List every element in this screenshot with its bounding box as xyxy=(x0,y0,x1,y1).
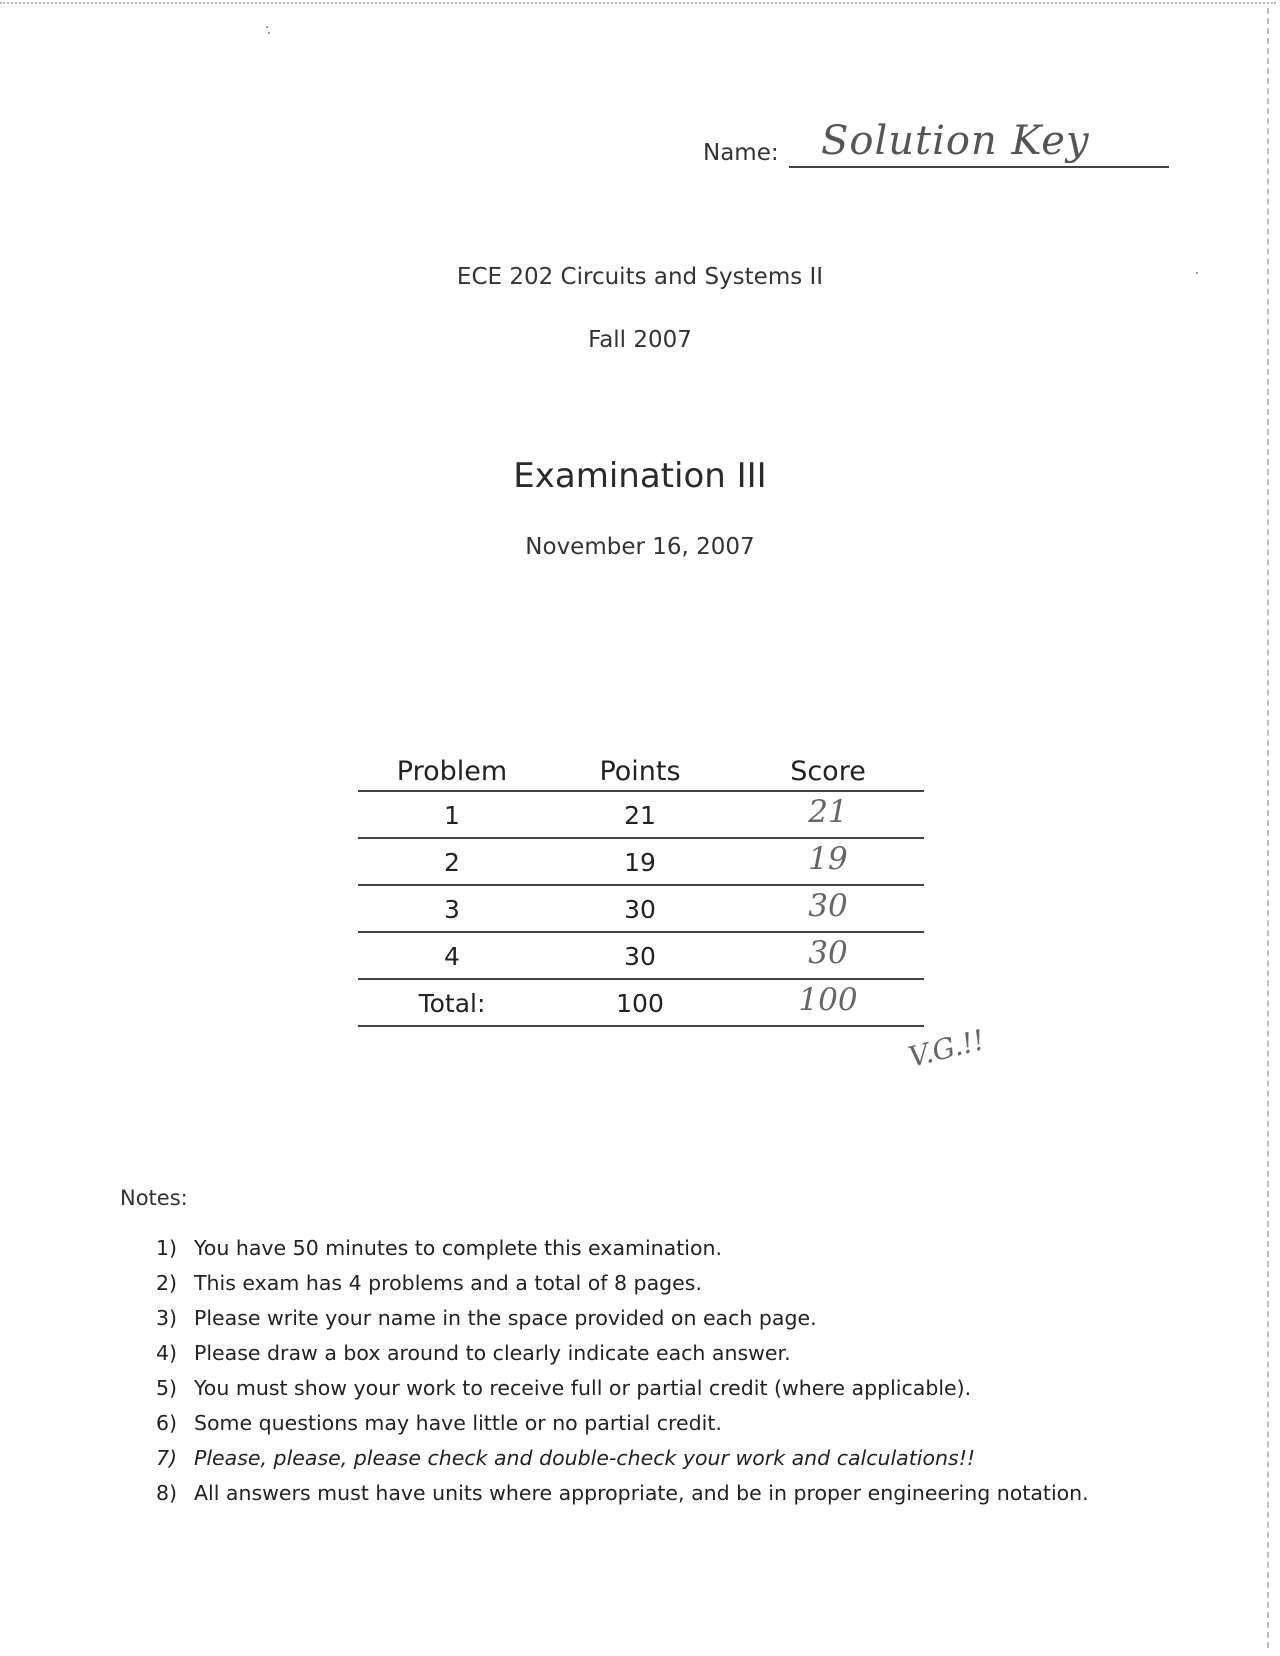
note-number: 5) xyxy=(156,1376,178,1400)
note-number: 3) xyxy=(156,1306,178,1330)
scan-speck xyxy=(266,26,268,28)
list-item xyxy=(156,1271,1156,1306)
note-number: 8) xyxy=(156,1481,178,1505)
total-label-cell: Total: xyxy=(418,989,486,1018)
note-text: You have 50 minutes to complete this examination. xyxy=(194,1236,723,1260)
note-number: 7) xyxy=(156,1446,178,1470)
points-cell: 21 xyxy=(624,801,656,830)
exam-date: November 16, 2007 xyxy=(525,534,755,560)
score-cell: 19 xyxy=(808,841,848,877)
term: Fall 2007 xyxy=(588,327,692,353)
problem-cell: 4 xyxy=(444,942,460,971)
list-item xyxy=(156,1341,1156,1376)
column-header-score: Score xyxy=(790,756,866,787)
table-row xyxy=(358,792,924,839)
name-underline xyxy=(789,166,1169,168)
scan-speck xyxy=(268,32,270,34)
list-item xyxy=(156,1446,1156,1481)
points-cell: 30 xyxy=(624,942,656,971)
note-text: This exam has 4 problems and a total of 8 pages. xyxy=(194,1271,702,1295)
notes-list xyxy=(156,1236,1156,1516)
notes-heading: Notes: xyxy=(120,1186,188,1210)
problem-cell: 1 xyxy=(444,801,460,830)
table-row xyxy=(358,886,924,933)
scan-edge-top xyxy=(0,2,1276,8)
note-number: 2) xyxy=(156,1271,178,1295)
scan-edge-right xyxy=(1267,8,1272,1648)
total-points-cell: 100 xyxy=(616,989,664,1018)
note-text: Some questions may have little or no partial credit. xyxy=(194,1411,722,1435)
note-text: All answers must have units where appropriate, and be in proper engineering notation. xyxy=(194,1481,1089,1505)
score-cell: 30 xyxy=(808,888,848,924)
score-cell: 30 xyxy=(808,935,848,971)
note-number: 1) xyxy=(156,1236,178,1260)
note-text: Please draw a box around to clearly indicate each answer. xyxy=(194,1341,791,1365)
name-field xyxy=(703,118,1173,178)
table-row-total xyxy=(358,980,924,1027)
exam-title: Examination III xyxy=(513,456,767,496)
list-item xyxy=(156,1306,1156,1341)
score-table xyxy=(358,752,924,1027)
note-number: 4) xyxy=(156,1341,178,1365)
note-number: 6) xyxy=(156,1411,178,1435)
handwritten-remark: V.G.!! xyxy=(905,1023,988,1074)
column-header-points: Points xyxy=(599,756,681,787)
score-cell: 21 xyxy=(808,794,848,830)
problem-cell: 2 xyxy=(444,848,460,877)
note-text: Please write your name in the space provided on each page. xyxy=(194,1306,817,1330)
note-text: Please, please, please check and double-check your work and calculations!! xyxy=(194,1446,976,1470)
table-row xyxy=(358,933,924,980)
table-header-row xyxy=(358,752,924,792)
table-row xyxy=(358,839,924,886)
total-score-cell: 100 xyxy=(798,982,858,1018)
list-item xyxy=(156,1376,1156,1411)
name-label: Name: xyxy=(703,140,779,166)
points-cell: 19 xyxy=(624,848,656,877)
list-item xyxy=(156,1411,1156,1446)
course-title: ECE 202 Circuits and Systems II xyxy=(456,264,824,290)
list-item xyxy=(156,1236,1156,1271)
problem-cell: 3 xyxy=(444,895,460,924)
column-header-problem: Problem xyxy=(396,756,508,787)
note-text: You must show your work to receive full or partial credit (where applicable). xyxy=(194,1376,972,1400)
points-cell: 30 xyxy=(624,895,656,924)
handwritten-name: Solution Key xyxy=(821,118,1090,164)
list-item xyxy=(156,1481,1156,1516)
